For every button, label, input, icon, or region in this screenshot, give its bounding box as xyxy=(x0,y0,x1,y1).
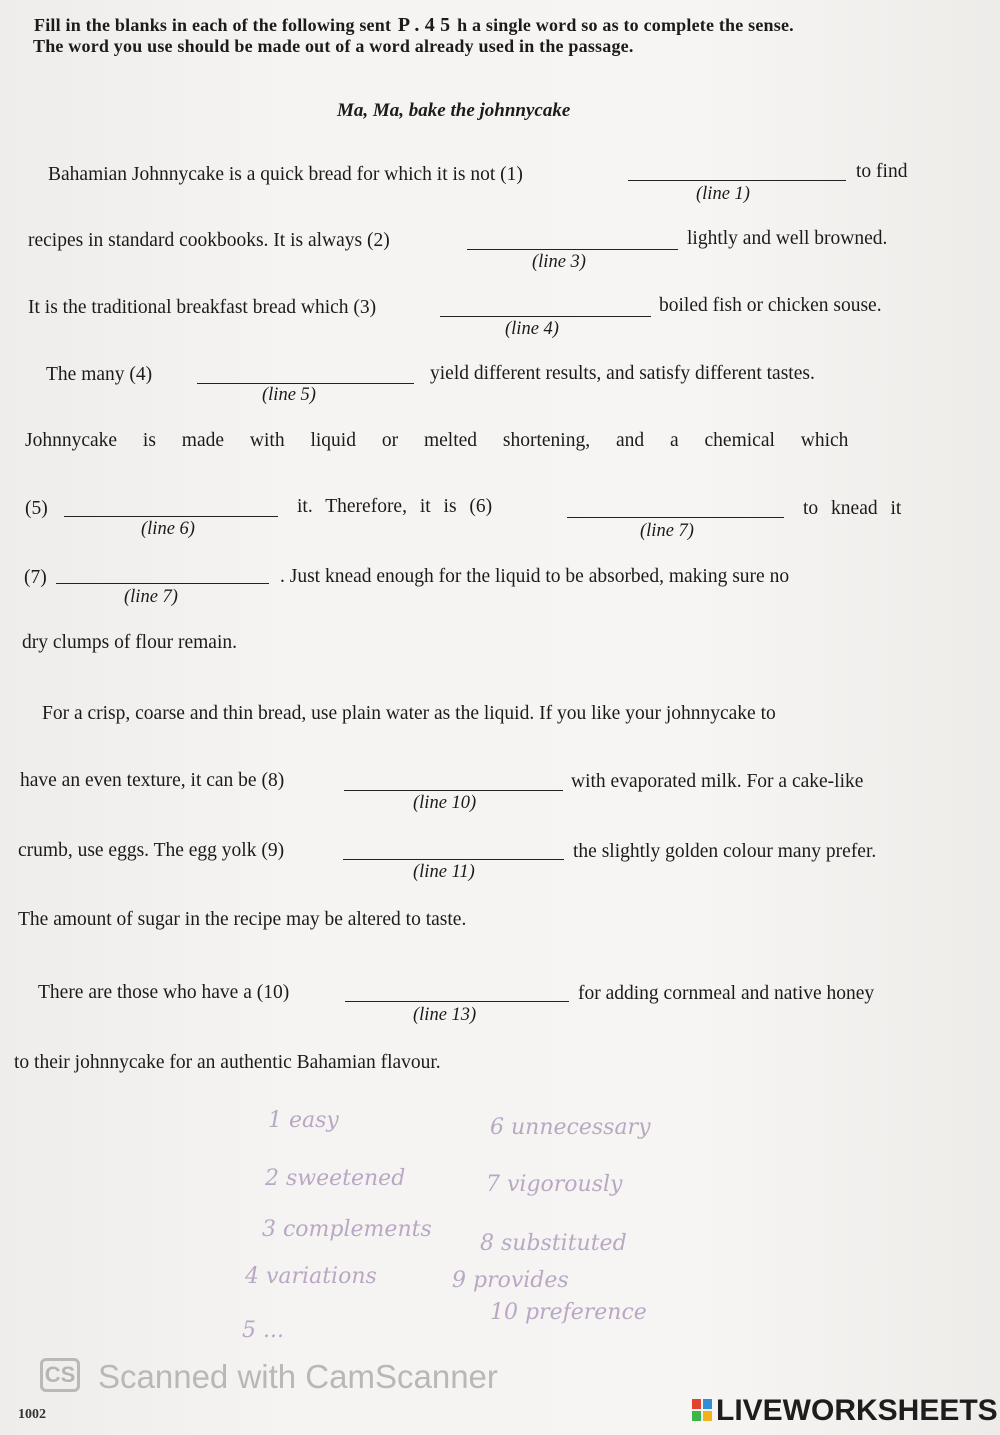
liveworksheets-brand[interactable]: LIVEWORKSHEETS xyxy=(716,1394,998,1427)
passage-text-r4a: The many (4) xyxy=(46,364,153,385)
handwritten-note: 1 easy xyxy=(268,1108,339,1133)
handwritten-note: 8 substituted xyxy=(480,1231,627,1256)
passage-text-r12: The amount of sugar in the recipe may be altered to taste. xyxy=(18,909,467,930)
blank-10[interactable] xyxy=(345,1001,569,1002)
instructions-text: Fill in the blanks in each of the following sent xyxy=(34,15,392,35)
passage-text-r13b: for adding cornmeal and native honey xyxy=(578,983,875,1004)
hint-blank-10: (line 13) xyxy=(413,1005,477,1025)
liveworksheets-logo-icon xyxy=(692,1399,712,1421)
hint-blank-3: (line 4) xyxy=(505,319,559,339)
blank-4[interactable] xyxy=(197,383,414,384)
blank-8[interactable] xyxy=(344,790,563,791)
passage-text-r1b: to find xyxy=(856,161,908,182)
passage-text-r10a: have an even texture, it can be (8) xyxy=(20,770,285,791)
hint-blank-8: (line 10) xyxy=(413,793,477,813)
passage-text-r2b: lightly and well browned. xyxy=(687,228,888,249)
passage-text-r3a: It is the traditional breakfast bread which (3) xyxy=(28,297,377,318)
passage-text-r3b: boiled fish or chicken souse. xyxy=(659,295,882,316)
passage-text-r11b: the slightly golden colour many prefer. xyxy=(573,841,877,862)
camscanner-logo: CS xyxy=(40,1358,80,1392)
handwritten-note: 3 complements xyxy=(262,1217,432,1242)
hint-blank-4: (line 5) xyxy=(262,385,316,405)
hint-blank-1: (line 1) xyxy=(696,184,750,204)
passage-text-r11a: crumb, use eggs. The egg yolk (9) xyxy=(18,840,285,861)
camscanner-watermark: Scanned with CamScanner xyxy=(98,1358,498,1395)
passage-text-r10b: with evaporated milk. For a cake-like xyxy=(571,771,864,792)
instructions-line-1 xyxy=(34,14,794,37)
instructions-text-end: h a single word so as to complete the sense. xyxy=(457,15,794,35)
handwritten-note: 5 ... xyxy=(242,1318,284,1343)
passage-text-r2a: recipes in standard cookbooks. It is always (2) xyxy=(28,230,390,251)
passage-text-r7b: . Just knead enough for the liquid to be absorbed, making sure no xyxy=(280,566,790,587)
page-marker: P . 4 5 xyxy=(397,14,451,36)
handwritten-note: 4 variations xyxy=(245,1264,377,1289)
handwritten-note: 6 unnecessary xyxy=(490,1115,651,1140)
page-number: 1002 xyxy=(18,1407,46,1422)
blank-1[interactable] xyxy=(628,180,846,181)
passage-text-r6a: (5) xyxy=(25,498,48,519)
hint-blank-5: (line 6) xyxy=(141,519,195,539)
hint-blank-6: (line 7) xyxy=(640,521,694,541)
blank-9[interactable] xyxy=(343,859,564,860)
passage-text-r1a: Bahamian Johnnycake is a quick bread for which it is not (1) xyxy=(48,164,523,185)
blank-3[interactable] xyxy=(440,316,651,317)
passage-text-r6c: to knead it xyxy=(803,498,902,519)
passage-title: Ma, Ma, bake the johnnycake xyxy=(337,100,571,121)
passage-text-r4b: yield different results, and satisfy different tastes. xyxy=(430,363,815,384)
blank-5[interactable] xyxy=(64,516,278,517)
passage-text-r6b: it. Therefore, it is (6) xyxy=(297,496,493,517)
blank-2[interactable] xyxy=(467,249,678,250)
passage-text-r14: to their johnnycake for an authentic Bahamian flavour. xyxy=(14,1052,441,1073)
passage-text-r7a: (7) xyxy=(24,567,47,588)
handwritten-note: 10 preference xyxy=(490,1300,647,1325)
blank-7[interactable] xyxy=(56,583,269,584)
hint-blank-9: (line 11) xyxy=(413,862,475,882)
handwritten-note: 2 sweetened xyxy=(265,1166,406,1191)
passage-text-r13a: There are those who have a (10) xyxy=(38,982,290,1003)
handwritten-note: 7 vigorously xyxy=(486,1172,623,1197)
handwritten-note: 9 provides xyxy=(452,1268,569,1293)
hint-blank-7: (line 7) xyxy=(124,587,178,607)
hint-blank-2: (line 3) xyxy=(532,252,586,272)
blank-6[interactable] xyxy=(567,517,784,518)
passage-text-r5: Johnnycake is made with liquid or melted shortening, and a chemical which xyxy=(25,430,849,451)
instructions-line-2: The word you use should be made out of a word already used in the passage. xyxy=(33,36,634,56)
passage-text-r8: dry clumps of flour remain. xyxy=(22,632,237,653)
passage-text-r9: For a crisp, coarse and thin bread, use plain water as the liquid. If you like your johnnycake to xyxy=(42,703,776,724)
